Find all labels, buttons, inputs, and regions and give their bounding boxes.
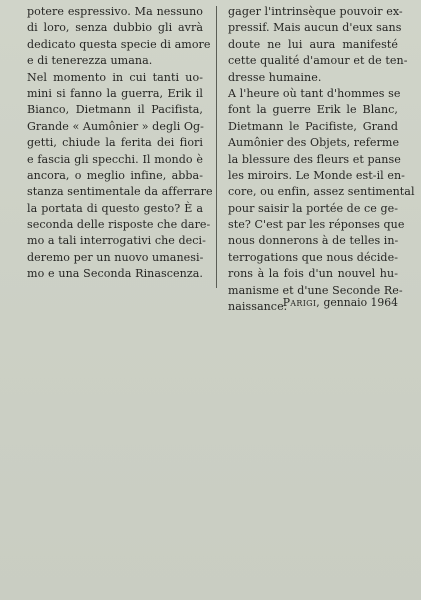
french-text-line: doute ne lui aura manifesté (228, 37, 398, 51)
italian-text-line: mo e una Seconda Rinascenza. (27, 267, 203, 281)
french-text-line: cette qualité d'amour et de ten- (228, 54, 408, 68)
italian-text-line: Nel momento in cui tanti uo- (27, 70, 203, 84)
french-text-line: naissance. (228, 300, 288, 314)
signature-date: gennaio 1964 (323, 296, 398, 309)
italian-text-line: Grande « Aumônier » degli Og- (27, 119, 204, 133)
italian-text-line: stanza sentimentale da afferrare (27, 185, 213, 199)
french-text-line: gager l'intrinsèque pouvoir ex- (228, 5, 403, 18)
french-text-line: manisme et d'une Seconde Re- (228, 283, 403, 297)
french-text-line: les miroirs. Le Monde est-il en- (228, 168, 405, 182)
french-text-line: A l'heure où tant d'hommes se (228, 86, 401, 100)
french-text-line: nous donnerons à de telles in- (228, 234, 399, 248)
italian-text-line: potere espressivo. Ma nessuno (27, 5, 203, 18)
italian-text-line: Bianco, Dietmann il Pacifista, (27, 103, 203, 117)
french-text-line: terrogations que nous décide- (228, 250, 398, 264)
place-date-signature (228, 295, 398, 311)
italian-text-line: getti, chiude la ferita dei fiori (27, 136, 203, 150)
italian-text-line: e fascia gli specchi. Il mondo è (27, 152, 203, 166)
french-text-line: Dietmann le Pacifiste, Grand (228, 119, 398, 133)
french-text-line: rons à la fois d'un nouvel hu- (228, 267, 398, 281)
italian-text-line: di loro, senza dubbio gli avrà (27, 21, 203, 35)
italian-text-line: e di tenerezza umana. (27, 54, 153, 68)
french-text-line: Aumônier des Objets, referme (228, 136, 400, 150)
column-divider (216, 6, 217, 288)
italian-text-line: ancora, o meglio infine, abba- (27, 168, 203, 182)
italian-text-line: mini si fanno la guerra, Erik il (27, 86, 203, 100)
french-text-line: font la guerre Erik le Blanc, (228, 103, 398, 117)
french-text-line: la blessure des fleurs et panse (228, 152, 401, 166)
italian-text-column (27, 4, 213, 283)
french-text-column (228, 4, 415, 315)
french-text-line: pour saisir la portée de ce ge- (228, 201, 399, 215)
french-text-line: pressif. Mais aucun d'eux sans (228, 21, 402, 35)
signature-place: Parigi, (282, 296, 321, 309)
french-text-line: core, ou enfin, assez sentimental (228, 185, 415, 199)
italian-text-line: seconda delle risposte che dare- (27, 218, 211, 232)
french-text-line: ste? C'est par les réponses que (228, 218, 405, 232)
italian-text-line: la portata di questo gesto? È a (27, 201, 203, 215)
french-text-line: dresse humaine. (228, 70, 322, 84)
italian-text-line: deremo per un nuovo umanesi- (27, 250, 204, 264)
italian-text-line: dedicato questa specie di amore (27, 37, 211, 51)
italian-text-line: mo a tali interrogativi che deci- (27, 234, 206, 248)
